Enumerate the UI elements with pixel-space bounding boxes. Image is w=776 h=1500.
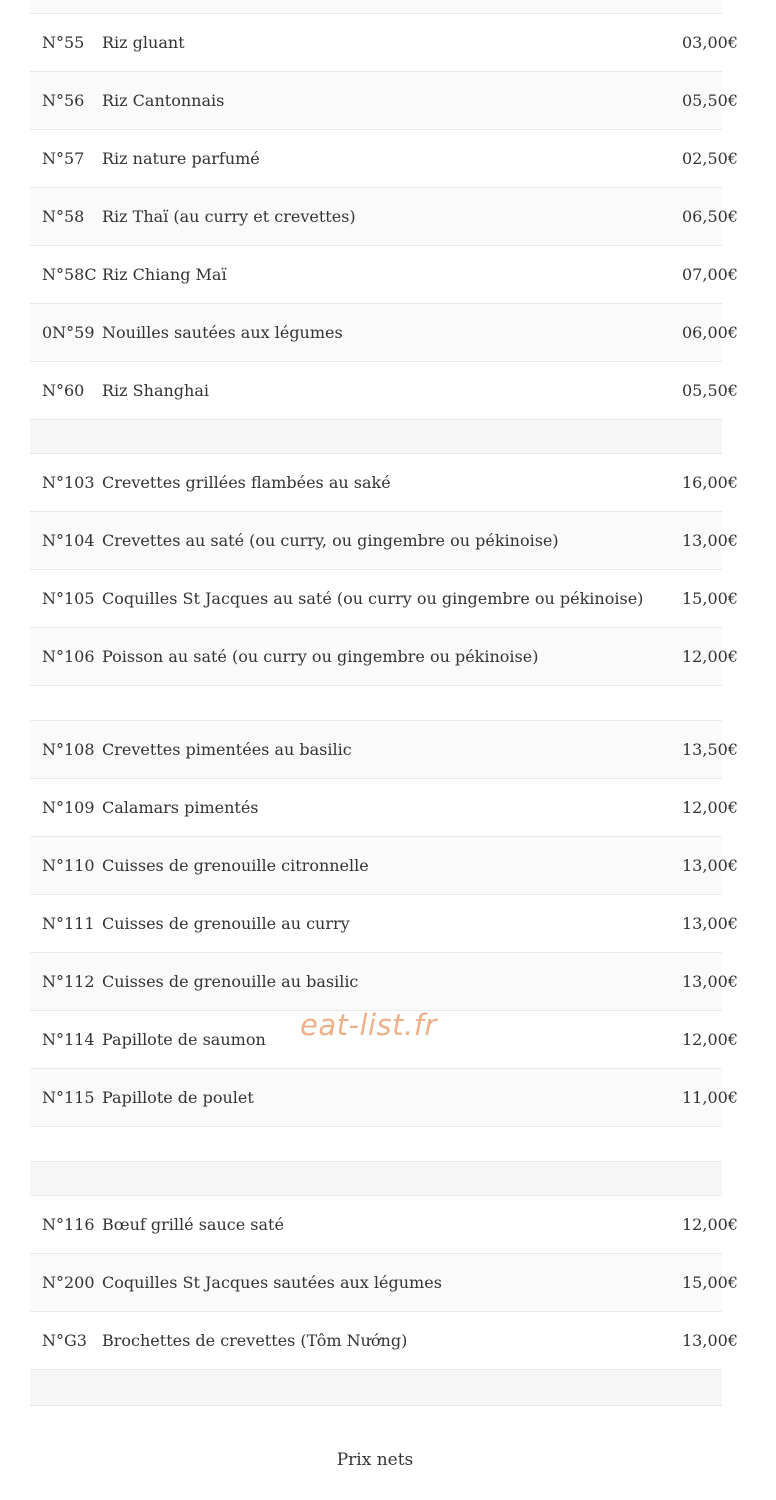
item-number: N°55 [42, 33, 85, 52]
item-price: 02,50€ [682, 149, 738, 168]
menu-row [30, 72, 738, 130]
item-price: 11,00€ [682, 1088, 738, 1107]
section-divider [30, 686, 722, 721]
item-price: 12,00€ [682, 647, 738, 666]
section-divider [30, 1162, 722, 1196]
item-price: 16,00€ [682, 473, 738, 492]
section-divider [30, 1127, 722, 1162]
menu-row [30, 1312, 738, 1370]
item-name: Calamars pimentés [102, 798, 259, 817]
item-name: Riz Shanghai [102, 381, 209, 400]
menu-row [30, 130, 738, 188]
item-number: N°110 [42, 856, 95, 875]
item-number: N°57 [42, 149, 85, 168]
section-divider [30, 1370, 722, 1406]
menu-row [30, 1069, 738, 1127]
item-number: N°104 [42, 531, 95, 550]
item-name: Coquilles St Jacques sautées aux légumes [102, 1273, 442, 1292]
menu-row [30, 1196, 738, 1254]
menu-row [30, 246, 738, 304]
item-number: N°109 [42, 798, 95, 817]
item-price: 07,00€ [682, 265, 738, 284]
item-name: Riz Chiang Maï [102, 265, 227, 284]
item-number: N°116 [42, 1215, 95, 1234]
menu-row [30, 188, 738, 246]
item-number: N°114 [42, 1030, 95, 1049]
item-price: 13,00€ [682, 856, 738, 875]
item-price: 13,00€ [682, 972, 738, 991]
item-price: 12,00€ [682, 798, 738, 817]
menu-row [30, 304, 738, 362]
item-name: Riz gluant [102, 33, 185, 52]
menu-list [30, 0, 738, 1406]
item-name: Cuisses de grenouille au basilic [102, 972, 359, 991]
item-number: N°56 [42, 91, 85, 110]
item-price: 05,50€ [682, 91, 738, 110]
item-number: N°115 [42, 1088, 95, 1107]
item-number: N°106 [42, 647, 95, 666]
item-number: N°111 [42, 914, 95, 933]
item-price: 12,00€ [682, 1215, 738, 1234]
item-name: Crevettes au saté (ou curry, ou gingembre ou pékinoise) [102, 531, 559, 550]
item-number: N°60 [42, 381, 85, 400]
item-name: Cuisses de grenouille citronnelle [102, 856, 369, 875]
item-number: N°105 [42, 589, 95, 608]
item-number: N°58C [42, 265, 97, 284]
item-price: 15,00€ [682, 1273, 738, 1292]
item-name: Crevettes grillées flambées au saké [102, 473, 391, 492]
item-price: 03,00€ [682, 33, 738, 52]
item-name: Cuisses de grenouille au curry [102, 914, 350, 933]
item-price: 06,50€ [682, 207, 738, 226]
menu-row [30, 1254, 738, 1312]
menu-row [30, 953, 738, 1011]
item-price: 13,00€ [682, 914, 738, 933]
menu-row [30, 779, 738, 837]
item-name: Bœuf grillé sauce saté [102, 1215, 284, 1234]
item-number: N°200 [42, 1273, 95, 1292]
menu-row [30, 362, 738, 420]
item-name: Riz Cantonnais [102, 91, 225, 110]
item-number: 0N°59 [42, 323, 95, 342]
item-price: 06,00€ [682, 323, 738, 342]
item-price: 13,00€ [682, 1331, 738, 1350]
item-name: Nouilles sautées aux légumes [102, 323, 343, 342]
section-divider [30, 420, 722, 454]
item-price: 05,50€ [682, 381, 738, 400]
item-price: 12,00€ [682, 1030, 738, 1049]
item-name: Riz nature parfumé [102, 149, 260, 168]
menu-row [30, 628, 738, 686]
item-name: Poisson au saté (ou curry ou gingembre ou pékinoise) [102, 647, 539, 666]
menu-row [30, 14, 738, 72]
menu-row [30, 570, 738, 628]
menu-row [30, 721, 738, 779]
item-price: 13,50€ [682, 740, 738, 759]
item-name: Papillote de poulet [102, 1088, 254, 1107]
footer-note: Prix nets [336, 1450, 414, 1470]
item-price: 13,00€ [682, 531, 738, 550]
menu-row [30, 837, 738, 895]
item-name: Riz Thaï (au curry et crevettes) [102, 207, 356, 226]
item-number: N°G3 [42, 1331, 87, 1350]
menu-top-edge [30, 0, 722, 14]
item-price: 15,00€ [682, 589, 738, 608]
item-number: N°58 [42, 207, 85, 226]
menu-row [30, 454, 738, 512]
item-number: N°103 [42, 473, 95, 492]
item-name: Coquilles St Jacques au saté (ou curry ou gingembre ou pékinoise) [102, 589, 644, 608]
menu-row [30, 512, 738, 570]
item-name: Papillote de saumon [102, 1030, 266, 1049]
watermark-text: eat-list.fr [300, 1008, 437, 1042]
menu-row [30, 895, 738, 953]
item-name: Brochettes de crevettes (Tôm Nướng) [102, 1331, 408, 1350]
item-number: N°112 [42, 972, 95, 991]
item-number: N°108 [42, 740, 95, 759]
item-name: Crevettes pimentées au basilic [102, 740, 352, 759]
